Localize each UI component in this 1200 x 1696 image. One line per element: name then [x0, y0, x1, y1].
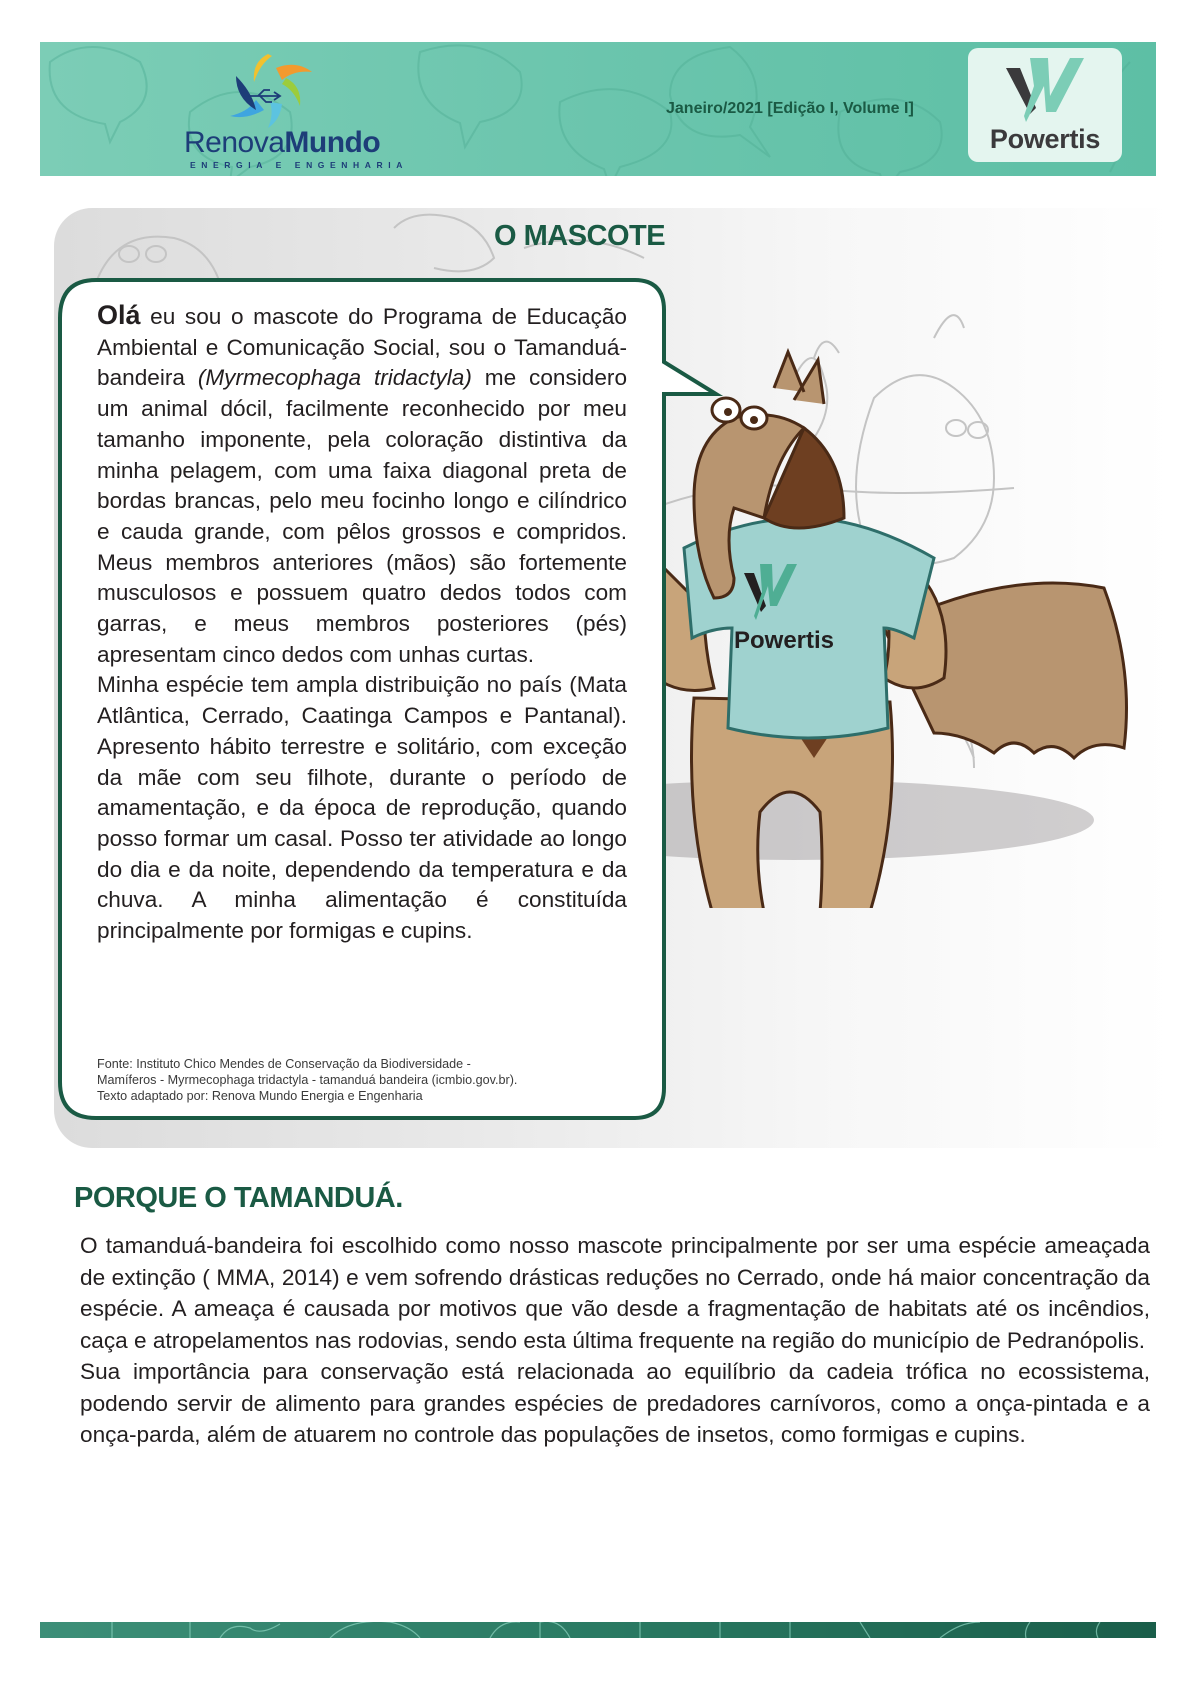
- source-line: Mamíferos - Myrmecophaga tridactyla - tamanduá bandeira (icmbio.gov.br).: [97, 1073, 518, 1087]
- footer-band: [40, 1622, 1156, 1638]
- mascot-paragraph-2: Minha espécie tem ampla distribuição no país (Mata Atlântica, Cerrado, Caatinga Campos e Pantanal). Apresento hábito terrestre e solitário, com exceção da mãe com seu filhote, durante o período de amamentação, e da época de reprodução, quando posso formar um casal. Posso ter atividade ao longo do dia e da noite, dependendo da temperatura e da chuva. A minha alimentação é constituída principalmente por formigas e cupins.: [97, 672, 627, 944]
- mascot-intro-text: [97, 300, 627, 947]
- why-section-title: PORQUE O TAMANDUÁ.: [74, 1182, 403, 1214]
- mascot-section-title: O MASCOTE: [494, 220, 666, 252]
- source-citation: [97, 1056, 637, 1104]
- brand-name-mundo: Mundo: [284, 126, 381, 159]
- powertis-wordmark: Powertis: [989, 124, 1101, 154]
- paragraph-1-part-b: me considero um animal dócil, facilmente reconhecido por meu tamanho imponente, pela coloração distintiva da minha pelagem, com uma faixa diagonal preta de bordas brancas, pelo meu focinho longo e cilíndrico e cauda grande, com pêlos grossos e compridos. Meus membros anteriores (mãos) são fortemente musculosos e possuem quatro dedos todos com garras, e meus membros posteriores (pés) apresentam cinco dedos com unhas curtas.: [97, 365, 628, 667]
- greeting: Olá: [97, 300, 141, 330]
- footer-pattern: [40, 1622, 1156, 1638]
- brand-name-renova: Renova: [184, 126, 285, 159]
- shirt-logo-text: Powertis: [733, 627, 835, 654]
- powertis-w-icon: [1004, 56, 1086, 122]
- scientific-name: (Myrmecophaga tridactyla): [197, 365, 472, 391]
- paragraph-1-part-a: eu sou o mascote do Programa de Educação Ambiental e Comunicação Social, sou o Tamanduá-bandeira: [97, 304, 627, 391]
- header-banner: [40, 42, 1156, 176]
- renova-mundo-pinwheel-icon: [224, 48, 314, 130]
- renova-mundo-logo: [112, 48, 408, 170]
- source-line: Texto adaptado por: Renova Mundo Energia e Engenharia: [97, 1089, 423, 1103]
- why-paragraph-2: Sua importância para conservação está relacionada ao equilíbrio da cadeia trófica no ecossistema, podendo servir de alimento para grandes espécies de predadores carnívoros, como a onça-pintada e a onça-parda, além de atuarem no controle das populações de insetos, como formigas e cupins.: [80, 1359, 1150, 1447]
- renova-mundo-tagline: ENERGIA E ENGENHARIA: [190, 160, 408, 170]
- why-paragraph-1: O tamanduá-bandeira foi escolhido como nosso mascote principalmente por ser uma espécie ameaçada de extinção ( MMA, 2014) e vem sofrendo drásticas reduções no Cerrado, onde há maior concentração da espécie. A ameaça é causada por motivos que vão desde a fragmentação de habitats até os incêndios, caça e atropelamentos nas rodovias, sendo esta última frequente na região do município de Pedranópolis.: [80, 1233, 1150, 1353]
- edition-label: Janeiro/2021 [Edição I, Volume I]: [666, 100, 914, 117]
- source-line: Fonte: Instituto Chico Mendes de Conservação da Biodiversidade -: [97, 1057, 471, 1071]
- why-section-text: [80, 1230, 1150, 1451]
- renova-mundo-wordmark: [184, 128, 380, 158]
- mascot-paragraph-1: [97, 300, 627, 670]
- powertis-logo: [968, 48, 1122, 162]
